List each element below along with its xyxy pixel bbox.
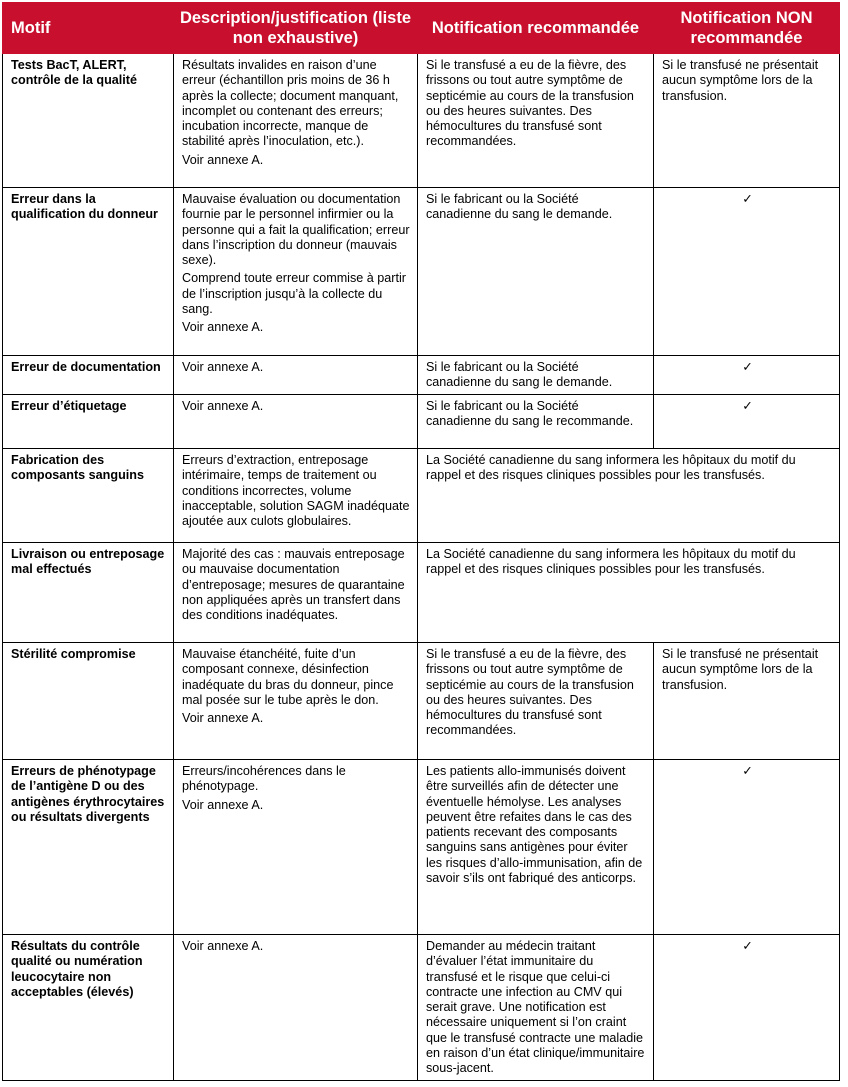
motif-cell: Fabrication des composants sanguins <box>3 449 174 543</box>
description-cell <box>174 760 418 935</box>
motif-cell: Erreur dans la qualification du donneur <box>3 188 174 356</box>
description-text: Voir annexe A. <box>182 939 264 953</box>
motif-cell: Tests BacT, ALERT, contrôle de la qualité <box>3 54 174 188</box>
table-row <box>3 543 840 643</box>
header-description: Description/justification (liste non exhaustive) <box>174 3 418 54</box>
table-row <box>3 188 840 356</box>
notification-not-recommended-cell <box>654 935 840 1081</box>
notification-not-recommended-cell <box>654 395 840 449</box>
description-text: Erreurs/incohérences dans le phénotypage. <box>182 764 346 794</box>
table-row <box>3 449 840 543</box>
notification-recommended-cell: Les patients allo-immunisés doivent être surveillés afin de détecter une éventuelle hémolyse. Les analyses peuvent être refaites dans le cas des patients recevant des composants sanguins sans antigènes pour éviter les risques d’allo-immunisation, afin de savoir s’ils ont fabriqué des anticorps. <box>418 760 654 935</box>
motif-cell: Erreurs de phénotypage de l’antigène D ou des antigènes érythrocytaires ou résultats divergents <box>3 760 174 935</box>
checkmark-icon: ✓ <box>742 764 753 778</box>
checkmark-icon: ✓ <box>742 939 753 953</box>
description-cell <box>174 935 418 1081</box>
header-row <box>3 3 840 54</box>
motif-cell: Résultats du contrôle qualité ou numération leucocytaire non acceptables (élevés) <box>3 935 174 1081</box>
checkmark-icon: ✓ <box>742 192 753 206</box>
description-cell <box>174 643 418 760</box>
notification-not-recommended-cell: Si le transfusé ne présentait aucun symptôme lors de la transfusion. <box>654 643 840 760</box>
notification-recommended-cell: Si le fabricant ou la Société canadienne du sang le recommande. <box>418 395 654 449</box>
notification-not-recommended-cell: Si le transfusé ne présentait aucun symptôme lors de la transfusion. <box>654 54 840 188</box>
table-row <box>3 356 840 395</box>
motif-cell: Erreur de documentation <box>3 356 174 395</box>
notification-merged-cell: La Société canadienne du sang informera les hôpitaux du motif du rappel et des risques cliniques possibles pour les transfusés. <box>418 543 840 643</box>
description-cell <box>174 395 418 449</box>
notification-not-recommended-cell <box>654 188 840 356</box>
notification-recommended-cell: Demander au médecin traitant d’évaluer l’état immunitaire du transfusé et le risque que celui-ci contracte une infection au CMV qui serait grave. Une notification est nécessaire uniquement si l’on craint que le transfusé contracte une maladie en raison d’un état clinique/immunitaire sous-jacent. <box>418 935 654 1081</box>
notification-recommended-cell: Si le fabricant ou la Société canadienne du sang le demande. <box>418 356 654 395</box>
motif-cell: Erreur d’étiquetage <box>3 395 174 449</box>
description-text: Erreurs d’extraction, entreposage intérimaire, temps de traitement ou conditions incorrectes, volume inacceptable, solution SAGM inadéquate ajoutée aux culots globulaires. <box>182 453 410 529</box>
description-text: Mauvaise évaluation ou documentation fournie par le personnel infirmier ou la personne qui a fait la qualification; erreur dans l’inscription du donneur (mauvais sexe). <box>182 192 410 268</box>
description-text: Majorité des cas : mauvais entreposage ou mauvaise documentation d’entreposage; mesures de quarantaine non appliquées après un transfert dans des conditions inadéquates. <box>182 547 405 623</box>
description-text: Comprend toute erreur commise à partir de l’inscription jusqu’à la collecte du sang. <box>182 271 406 317</box>
checkmark-icon: ✓ <box>742 360 753 374</box>
table-row <box>3 760 840 935</box>
notification-recommended-cell: Si le transfusé a eu de la fièvre, des frissons ou tout autre symptôme de septicémie au cours de la transfusion ou des heures suivantes. Des hémocultures du transfusé sont recommandées. <box>418 54 654 188</box>
header-motif: Motif <box>3 3 174 54</box>
motif-cell: Stérilité compromise <box>3 643 174 760</box>
description-cell <box>174 543 418 643</box>
table-row <box>3 935 840 1081</box>
description-text: Mauvaise étanchéité, fuite d’un composant connexe, désinfection inadéquate du bras du donneur, pince mal posée sur le tube après le don. <box>182 647 394 707</box>
table-row <box>3 54 840 188</box>
header-notification-recommandee: Notification recommandée <box>418 3 654 54</box>
description-cell <box>174 449 418 543</box>
description-cell <box>174 356 418 395</box>
checkmark-icon: ✓ <box>742 399 753 413</box>
notification-not-recommended-cell <box>654 760 840 935</box>
description-cell <box>174 188 418 356</box>
description-text: Voir annexe A. <box>182 399 264 413</box>
description-text: Voir annexe A. <box>182 360 264 374</box>
recall-table <box>2 2 840 1081</box>
description-text: Résultats invalides en raison d’une erreur (échantillon pris moins de 36 h après la collecte; document manquant, incomplet ou contenant des erreurs; incubation incorrecte, manque de stabilité après l’inoculation, etc.). <box>182 58 399 149</box>
description-text: Voir annexe A. <box>182 797 264 812</box>
motif-cell: Livraison ou entreposage mal effectués <box>3 543 174 643</box>
notification-recommended-cell: Si le transfusé a eu de la fièvre, des frissons ou tout autre symptôme de septicémie au cours de la transfusion ou des heures suivantes. Des hémocultures du transfusé sont recommandées. <box>418 643 654 760</box>
table-row <box>3 395 840 449</box>
notification-not-recommended-cell <box>654 356 840 395</box>
description-text: Voir annexe A. <box>182 711 264 726</box>
notification-recommended-cell: Si le fabricant ou la Société canadienne du sang le demande. <box>418 188 654 356</box>
header-notification-non-recommandee: Notification NON recommandée <box>654 3 840 54</box>
description-cell <box>174 54 418 188</box>
notification-merged-cell: La Société canadienne du sang informera les hôpitaux du motif du rappel et des risques cliniques possibles pour les transfusés. <box>418 449 840 543</box>
description-text: Voir annexe A. <box>182 152 264 167</box>
table-row <box>3 643 840 760</box>
description-text: Voir annexe A. <box>182 320 264 335</box>
